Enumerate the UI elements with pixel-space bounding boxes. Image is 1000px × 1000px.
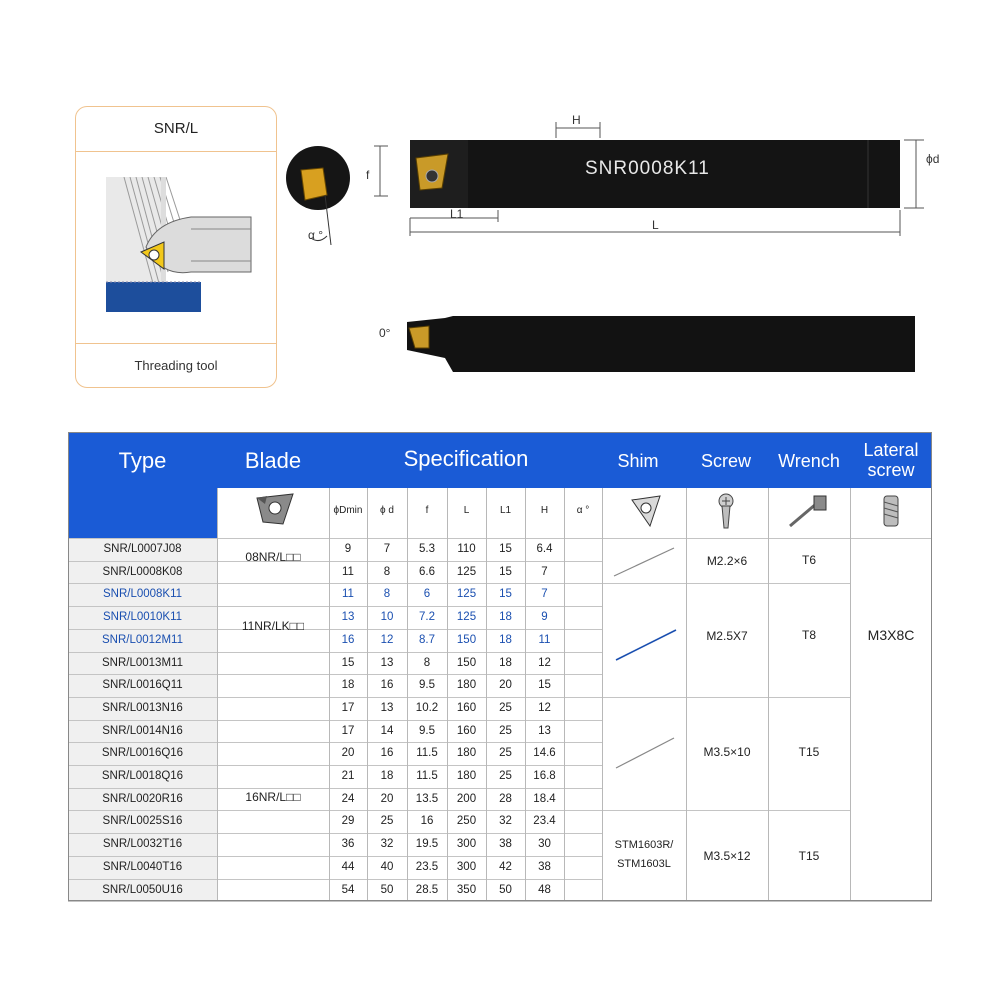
table-cell-dmin: 11	[342, 588, 354, 601]
table-cell-dmin: 29	[341, 815, 355, 828]
table-cell-L1: 32	[499, 815, 512, 828]
table-cell-f: 10.2	[415, 701, 439, 714]
table-cell-L1: 15	[499, 543, 512, 555]
sub-L: L	[463, 505, 470, 516]
table-cell-H: 7	[541, 588, 548, 601]
table-cell-dmin: 17	[341, 724, 355, 737]
lateral-screw-icon	[874, 492, 910, 532]
table-cell-dmin: 13	[341, 611, 355, 624]
header-wrench: Wrench	[778, 451, 840, 471]
dim-zero-label: 0°	[379, 326, 391, 340]
dim-H-label: H	[572, 113, 581, 127]
shim-line-1	[602, 538, 686, 586]
table-row-type: SNR/L0025S16	[102, 815, 183, 828]
table-cell-L: 150	[456, 656, 477, 669]
table-cell-L1: 38	[499, 838, 512, 851]
shim-stm-line1: STM1603R/	[614, 839, 674, 851]
table-cell-L: 200	[456, 792, 477, 805]
table-cell-H: 48	[538, 883, 551, 896]
table-cell-dmin: 18	[341, 679, 355, 692]
table-row-type: SNR/L0013M11	[102, 656, 183, 669]
table-cell-f: 9.5	[419, 679, 435, 692]
table-row-type: SNR/L0012M11	[102, 633, 183, 646]
tool-end-view	[283, 140, 358, 260]
table-cell-d: 16	[380, 679, 394, 692]
table-cell-L1: 42	[499, 860, 512, 873]
table-cell-L: 300	[456, 838, 477, 851]
card-title: SNR/L	[76, 107, 276, 152]
shim-stm-line2: STM1603L	[617, 858, 671, 870]
table-cell-d: 14	[380, 724, 394, 737]
table-cell-H: 12	[538, 656, 551, 669]
table-cell-d: 32	[380, 838, 394, 851]
table-cell-d: 7	[383, 543, 391, 555]
table-row-type: SNR/L0032T16	[102, 838, 183, 851]
table-cell-d: 12	[380, 633, 394, 646]
table-cell-H: 15	[538, 679, 551, 692]
header-shim: Shim	[617, 451, 659, 471]
table-cell-dmin: 17	[341, 701, 355, 714]
wrench-icon	[786, 492, 832, 532]
table-cell-L: 160	[456, 701, 477, 714]
dim-L1-label: L1	[450, 207, 464, 221]
table-cell-d: 10	[380, 611, 394, 624]
shim-stm1603	[602, 836, 686, 874]
table-cell-dmin: 9	[344, 543, 352, 555]
sub-f: f	[425, 505, 429, 516]
dim-f-label: f	[366, 168, 370, 182]
header-specification: Specification	[403, 446, 529, 471]
table-cell-L1: 18	[499, 633, 512, 646]
table-cell-L1: 15	[499, 588, 512, 601]
table-cell-d: 16	[380, 747, 394, 760]
table-cell-dmin: 16	[341, 633, 355, 646]
grid-vline	[768, 488, 769, 901]
table-cell-L: 125	[456, 565, 477, 578]
table-cell-f: 11.5	[416, 747, 438, 760]
table-cell-f: 28.5	[415, 883, 439, 896]
table-cell-d: 20	[380, 792, 394, 805]
table-cell-f: 8	[423, 656, 431, 669]
table-cell-L: 250	[456, 815, 477, 828]
table-row-type: SNR/L0008K11	[102, 588, 183, 601]
table-cell-H: 11	[538, 633, 551, 646]
screw-g3: M3.5×10	[703, 745, 751, 759]
wrench-g3: T15	[798, 745, 820, 759]
table-cell-dmin: 20	[341, 747, 355, 760]
table-row-type: SNR/L0013N16	[102, 701, 183, 714]
table-cell-dmin: 44	[341, 860, 355, 873]
table-row-type: SNR/L0050U16	[102, 883, 183, 896]
shim-icon	[626, 492, 666, 532]
table-row-type: SNR/L0007J08	[103, 543, 182, 555]
wrench-g1: T6	[801, 553, 816, 567]
table-cell-f: 23.5	[415, 860, 439, 873]
table-cell-H: 12	[538, 701, 551, 714]
table-cell-L1: 25	[499, 701, 512, 714]
table-cell-L1: 25	[499, 724, 512, 737]
table-row-type: SNR/L0014N16	[102, 724, 183, 737]
table-cell-L1: 28	[499, 792, 512, 805]
table-cell-H: 6.4	[536, 543, 553, 555]
table-cell-H: 13	[538, 724, 551, 737]
table-cell-dmin: 54	[341, 883, 355, 896]
bar-model-label: SNR0008K11	[585, 158, 710, 179]
sub-L1: L1	[499, 505, 512, 516]
table-cell-dmin: 11	[342, 565, 354, 578]
screw-icon	[708, 492, 744, 532]
table-cell-dmin: 21	[341, 770, 355, 782]
table-cell-H: 7	[541, 565, 548, 578]
table-cell-H: 18.4	[533, 792, 556, 805]
header-blade: Blade	[244, 448, 302, 473]
lateral-screw-value: M3X8C	[867, 627, 915, 643]
header-screw: Screw	[700, 451, 751, 471]
table-cell-dmin: 15	[341, 656, 355, 669]
blade-insert-icon	[253, 492, 297, 528]
sub-H: H	[540, 505, 549, 516]
screw-g1: M2.2×6	[706, 554, 748, 568]
table-cell-f: 13.5	[415, 792, 439, 805]
table-cell-H: 16.8	[533, 770, 556, 782]
table-row-type: SNR/L0018Q16	[101, 770, 184, 782]
blade-group-08: 08NR/L□□	[245, 550, 301, 564]
table-cell-H: 30	[538, 838, 551, 851]
header-lateral-1: Lateral	[863, 440, 919, 460]
blade-group-11: 11NR/LK□□	[241, 619, 305, 633]
table-row-type: SNR/L0040T16	[102, 860, 183, 873]
table-row-type: SNR/L0020R16	[102, 792, 183, 805]
grid-vline	[686, 488, 687, 901]
header-lateral-2: screw	[867, 460, 915, 480]
table-cell-f: 9.5	[419, 724, 435, 737]
table-cell-L: 110	[457, 543, 476, 555]
table-cell-d: 8	[383, 565, 391, 578]
table-cell-d: 18	[380, 770, 394, 782]
grid-vline	[564, 488, 565, 901]
card-caption: Threading tool	[76, 343, 276, 388]
sub-d: ϕ d	[380, 505, 394, 516]
table-cell-L: 350	[456, 883, 477, 896]
table-cell-L: 125	[456, 588, 477, 601]
grid-group-line	[602, 810, 850, 811]
table-cell-d: 25	[380, 815, 394, 828]
table-cell-H: 23.4	[533, 815, 556, 828]
table-cell-f: 19.5	[415, 838, 439, 851]
table-cell-L1: 25	[499, 747, 512, 760]
table-cell-dmin: 24	[341, 792, 355, 805]
table-cell-f: 7.2	[419, 611, 435, 624]
table-cell-d: 40	[380, 860, 394, 873]
table-cell-f: 8.7	[419, 633, 435, 646]
table-cell-L1: 18	[499, 656, 512, 669]
table-cell-f: 6.6	[419, 565, 435, 578]
wrench-g2: T8	[801, 628, 816, 642]
boring-bar-side	[395, 300, 925, 385]
table-cell-d: 50	[380, 883, 394, 896]
table-cell-L1: 50	[499, 883, 512, 896]
table-cell-L: 160	[456, 724, 477, 737]
dim-L-label: L	[652, 218, 659, 232]
table-row-type: SNR/L0016Q11	[102, 679, 183, 692]
table-row-type: SNR/L0010K11	[102, 611, 183, 624]
sub-dmin: ϕDmin	[333, 505, 363, 516]
table-cell-L: 150	[456, 633, 477, 646]
table-row-type: SNR/L0008K08	[102, 565, 183, 578]
blade-group-16: 16NR/L□□	[245, 790, 301, 804]
table-cell-d: 8	[383, 588, 391, 601]
spec-table	[68, 432, 932, 901]
table-cell-L: 125	[456, 611, 477, 624]
screw-g2: M2.5X7	[706, 629, 748, 643]
dim-alpha-label: α °	[308, 228, 324, 242]
screw-g4: M3.5×12	[703, 849, 751, 863]
table-cell-H: 9	[541, 611, 548, 624]
shim-line-2	[602, 586, 686, 696]
shim-line-3	[602, 696, 686, 808]
grid-vline	[850, 488, 851, 901]
table-cell-d: 13	[380, 701, 394, 714]
table-cell-f: 16	[420, 815, 434, 828]
header-lateral-screw	[850, 440, 932, 480]
table-cell-L1: 15	[499, 565, 512, 578]
wrench-g4: T15	[798, 849, 820, 863]
table-cell-dmin: 36	[341, 838, 355, 851]
table-cell-L1: 18	[499, 611, 512, 624]
table-cell-L1: 25	[499, 770, 512, 782]
table-cell-f: 5.3	[419, 543, 435, 555]
table-cell-L: 300	[456, 860, 477, 873]
header-type: Type	[118, 448, 167, 473]
threading-tool-card	[75, 106, 277, 388]
table-cell-f: 11.5	[416, 770, 438, 782]
table-cell-L: 180	[456, 770, 477, 782]
table-cell-f: 6	[423, 588, 431, 601]
sub-alpha: α °	[576, 505, 590, 516]
type-header-ext	[68, 488, 217, 538]
table-cell-H: 38	[538, 860, 551, 873]
table-cell-L1: 20	[499, 679, 512, 692]
dim-phid-label: ϕd	[926, 152, 940, 166]
threading-insert-diagram	[106, 177, 256, 317]
table-cell-d: 13	[380, 656, 394, 669]
table-cell-L: 180	[456, 679, 477, 692]
table-cell-H: 14.6	[533, 747, 556, 760]
table-row-type: SNR/L0016Q16	[101, 747, 184, 760]
table-cell-L: 180	[456, 747, 477, 760]
